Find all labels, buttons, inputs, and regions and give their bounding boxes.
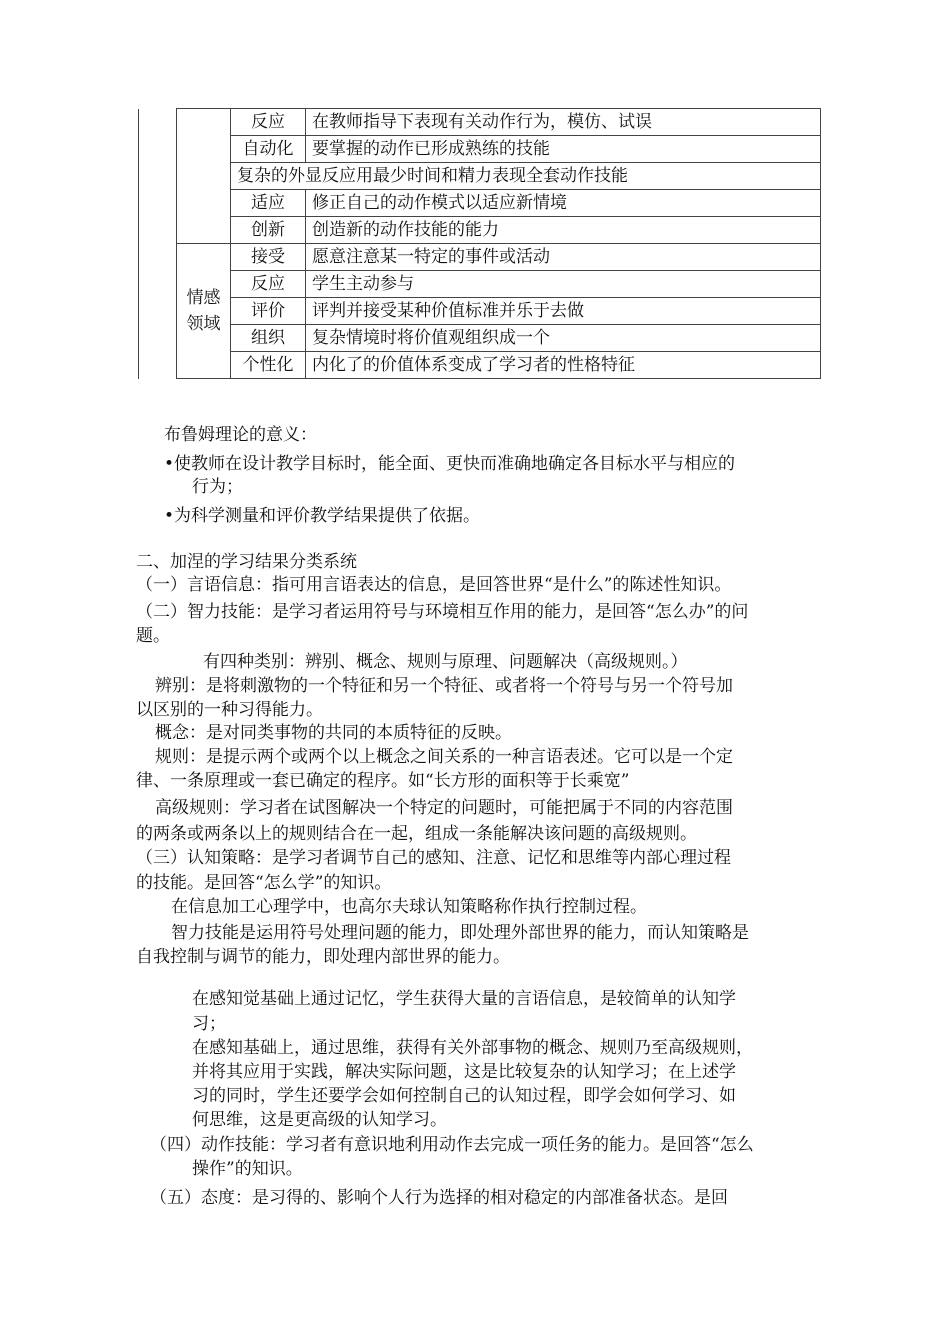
- domain-column-blank: [139, 109, 177, 379]
- level-name: 接受: [231, 244, 306, 271]
- paragraph-line: （四）动作技能：学习者有意识地利用动作去完成一项任务的能力。是回答“怎么: [150, 1135, 754, 1155]
- paragraph-line: 律、一条原理或一套已确定的程序。如“长方形的面积等于长乘宽”: [136, 771, 630, 791]
- merged-description: 复杂的外显反应用最少时间和精力表现全套动作技能: [231, 163, 821, 190]
- level-name: 创新: [231, 217, 306, 244]
- indented-line: 在感知觉基础上通过记忆，学生获得大量的言语信息，是较简单的认知学: [192, 989, 736, 1009]
- affective-label-line1: 情感: [186, 288, 221, 308]
- indented-line: 并将其应用于实践，解决实际问题，这是比较复杂的认知学习；在上述学: [192, 1062, 736, 1082]
- level-description: 学生主动参与: [306, 271, 821, 298]
- level-description: 内化了的价值体系变成了学习者的性格特征: [306, 352, 821, 379]
- paragraph-line: 高级规则：学习者在试图解决一个特定的问题时，可能把属于不同的内容范围: [155, 798, 733, 818]
- level-name: 评价: [231, 298, 306, 325]
- level-description: 评判并接受某种价值标准并乐于去做: [306, 298, 821, 325]
- affective-label-line2: 领域: [186, 314, 221, 334]
- level-name: 个性化: [231, 352, 306, 379]
- paragraph-line: （五）态度：是习得的、影响个人行为选择的相对稳定的内部准备状态。是回: [150, 1188, 728, 1208]
- paragraph-line: 的两条或两条以上的规则结合在一起，组成一条能解决该问题的高级规则。: [136, 824, 697, 844]
- paragraph-line: 辨别：是将刺激物的一个特征和另一个特征、或者将一个符号与另一个符号加: [155, 676, 733, 696]
- paragraph-line: 有四种类别：辨别、概念、规则与原理、问题解决（高级规则。）: [203, 652, 688, 672]
- indented-line: 何思维，这是更高级的认知学习。: [192, 1110, 447, 1130]
- paragraph-line: 的技能。是回答“怎么学”的知识。: [136, 873, 392, 893]
- bullet-item-continuation: 行为；: [192, 477, 243, 497]
- section-heading: 二、加涅的学习结果分类系统: [136, 552, 357, 572]
- paragraph-line: 自我控制与调节的能力，即处理内部世界的能力。: [136, 947, 510, 967]
- paragraph-line: 以区别的一种习得能力。: [136, 700, 323, 720]
- paragraph-line: 在信息加工心理学中，也高尔夫球认知策略称作执行控制过程。: [171, 897, 647, 917]
- paragraph-line: 智力技能是运用符号处理问题的能力，即处理外部世界的能力，而认知策略是: [171, 923, 749, 943]
- level-description: 要掌握的动作已形成熟练的技能: [306, 136, 821, 163]
- level-description: 修正自己的动作模式以适应新情境: [306, 190, 821, 217]
- paragraph-line: 规则：是提示两个或两个以上概念之间关系的一种言语表述。它可以是一个定: [155, 747, 733, 767]
- bullet-item: •为科学测量和评价教学结果提供了依据。: [164, 506, 481, 526]
- bullet-item: •使教师在设计教学目标时，能全面、更快而准确地确定各目标水平与相应的: [164, 454, 736, 474]
- level-description: 在教师指导下表现有关动作行为，模仿、试误: [306, 109, 821, 136]
- taxonomy-table: [138, 108, 821, 379]
- level-name: 反应: [231, 271, 306, 298]
- paragraph-line: 操作”的知识。: [192, 1159, 303, 1179]
- paragraph-line: 题。: [136, 626, 170, 646]
- indented-line: 在感知基础上，通过思维，获得有关外部事物的概念、规则乃至高级规则，: [192, 1038, 753, 1058]
- indented-line: 习；: [192, 1014, 226, 1034]
- level-description: 复杂情境时将价值观组织成一个: [306, 325, 821, 352]
- level-description: 创造新的动作技能的能力: [306, 217, 821, 244]
- psychomotor-domain-cell: [177, 109, 231, 244]
- indented-line: 习的同时，学生还要学会如何控制自己的认知过程，即学会如何学习、如: [192, 1086, 736, 1106]
- level-description: 愿意注意某一特定的事件或活动: [306, 244, 821, 271]
- paragraph-line: 概念：是对同类事物的共同的本质特征的反映。: [155, 723, 512, 743]
- paragraph-line: （一）言语信息：指可用言语表达的信息，是回答世界“是什么”的陈述性知识。: [136, 575, 732, 595]
- affective-domain-cell: [177, 244, 231, 379]
- level-name: 组织: [231, 325, 306, 352]
- significance-heading: 布鲁姆理论的意义：: [164, 425, 317, 445]
- level-name: 适应: [231, 190, 306, 217]
- level-name: 反应: [231, 109, 306, 136]
- paragraph-line: （三）认知策略：是学习者调节自己的感知、注意、记忆和思维等内部心理过程: [136, 848, 731, 868]
- level-name: 自动化: [231, 136, 306, 163]
- paragraph-line: （二）智力技能：是学习者运用符号与环境相互作用的能力，是回答“怎么办”的问: [136, 602, 749, 622]
